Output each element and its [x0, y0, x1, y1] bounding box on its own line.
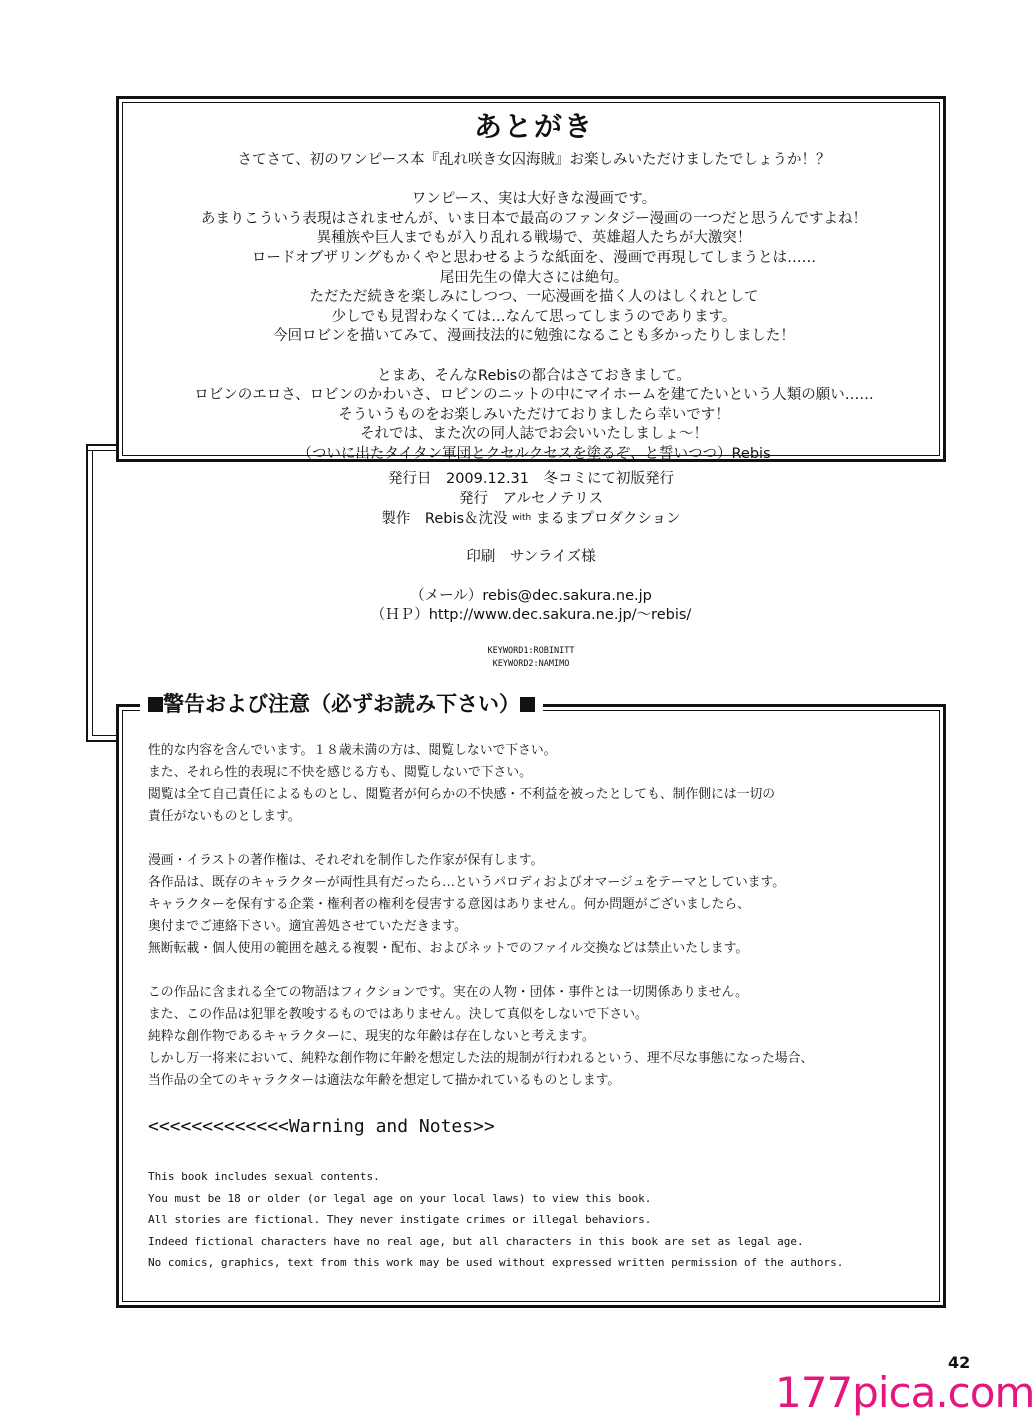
colophon [116, 470, 946, 626]
english-warning-line: All stories are fictional. They never instigate crimes or illegal behaviors. [148, 1213, 652, 1227]
frame-connector [92, 735, 118, 736]
production-credit [116, 509, 946, 529]
warning-line: 無断転載・個人使用の範囲を越える複製・配布、およびネットでのファイル交換などは禁止いたします。 [148, 941, 749, 956]
warning-line: 当作品の全てのキャラクターは適法な年齢を想定して描かれているものとします。 [148, 1073, 621, 1088]
afterword-text [119, 151, 949, 465]
afterword-box [116, 96, 946, 462]
keyword-2: KEYWORD2:NAMIMO [492, 659, 570, 669]
production-main: 製作 Rebis＆沈没 [381, 510, 508, 527]
warning-line: また、この作品は犯罪を教唆するものではありません。決して真似をしないで下さい。 [148, 1007, 648, 1022]
english-warning-line: This book includes sexual contents. [148, 1170, 380, 1183]
english-warning-line: No comics, graphics, text from this work may be used without expressed written permission of the authors. [148, 1256, 844, 1270]
frame-connector [86, 444, 88, 742]
warning-english-text [148, 1166, 928, 1274]
afterword-line: とまあ、そんなRebisの都合はさておきまして。 [377, 367, 691, 384]
afterword-line: 今回ロビンを描いてみて、漫画技法的に勉強になることも多かったりしました！ [273, 328, 795, 345]
site-watermark: 177pica.com [775, 1368, 1034, 1417]
afterword-line [119, 347, 949, 367]
afterword-line: ロードオブザリングもかくやと思わせるような紙面を、漫画で再現してしまうとは…… [251, 249, 817, 266]
afterword-line: それでは、また次の同人誌でお会いいたしましょ～！ [360, 426, 708, 443]
afterword-line: ロビンのエロさ、ロビンのかわいさ、ロビンのニットの中にマイホームを建てたいという人類の願い…… [194, 387, 874, 404]
contact-email: （メール）rebis@dec.sakura.ne.jp [410, 587, 652, 604]
black-square-icon [148, 697, 163, 712]
afterword-line: （ついに出たタイタン軍団とクセルクセスを塗るぞ、と誓いつつ）Rebis [297, 445, 771, 462]
frame-connector [86, 450, 118, 451]
afterword-title: あとがき [473, 110, 594, 143]
production-with: with [512, 513, 532, 523]
black-square-icon [520, 697, 535, 712]
warning-line: 責任がないものとします。 [148, 809, 301, 824]
warning-line: 性的な内容を含んでいます。１８歳未満の方は、閲覧しないで下さい。 [148, 743, 557, 758]
warning-line: 奥付までご連絡下さい。適宜善処させていただきます。 [148, 919, 467, 934]
warning-line: キャラクターを保有する企業・権利者の権利を侵害する意図はありません。何か問題がございましたら、 [148, 897, 750, 912]
issue-date: 発行日 2009.12.31 冬コミにて初版発行 [387, 471, 675, 487]
warning-line: しかし万一将来において、純粋な創作物に年齢を想定した法的規制が行われるという、理不尽な事態になった場合、 [148, 1051, 814, 1066]
warning-heading-text: 警告および注意（必ずお読み下さい） [163, 692, 520, 716]
afterword-line: ワンピース、実は大好きな漫画です。 [411, 191, 657, 208]
frame-connector [86, 740, 118, 742]
afterword-line: あまりこういう表現はされませんが、いま日本で最高のファンタジー漫画の一つだと思うんですよね！ [200, 210, 868, 227]
keywords [116, 645, 946, 671]
warning-line: また、それら性的表現に不快を感じる方も、閲覧しないで下さい。 [148, 765, 532, 780]
warning-line: 閲覧は全て自己責任によるものとし、閲覧者が何らかの不快感・不利益を被ったとしても、制作側には一切の [148, 787, 776, 802]
afterword-line: そういうものをお楽しみいただけておりましたら幸いです！ [338, 406, 730, 423]
frame-connector [92, 450, 93, 736]
publisher: 発行 アルセノテリス [459, 490, 603, 507]
contact-homepage: （ＨＰ）http://www.dec.sakura.ne.jp/～rebis/ [370, 607, 692, 624]
english-warning-heading: <<<<<<<<<<<<<Warning and Notes>> [148, 1116, 495, 1137]
printer: 印刷 サンライズ様 [466, 549, 596, 566]
production-partner: まるまプロダクション [535, 510, 681, 527]
page-number: 42 [948, 1353, 971, 1372]
warning-line: 各作品は、既存のキャラクターが両性具有だったら…というパロディおよびオマージュをテーマとしています。 [148, 875, 786, 890]
afterword-line [119, 171, 949, 191]
afterword-line: ただただ続きを楽しみにしつつ、一応漫画を描く人のはしくれとして [309, 289, 759, 306]
english-warning-line: Indeed fictional characters have no real age, but all characters in this book are set as legal age. [148, 1234, 804, 1248]
warning-line: この作品に含まれる全ての物語はフィクションです。実在の人物・団体・事件とは一切関係ありません。 [148, 985, 748, 1000]
afterword-line: さてさて、初のワンピース本『乱れ咲き女囚海賊』お楽しみいただけましたでしょうか！？ [237, 152, 831, 168]
afterword-line: 尾田先生の偉大さには絶句。 [439, 269, 629, 286]
warning-heading [140, 688, 543, 720]
english-warning-line: You must be 18 or older (or legal age on your local laws) to view this book. [148, 1191, 652, 1205]
afterword-line: 少しでも見習わなくては…なんて思ってしまうのであります。 [331, 308, 737, 325]
warning-line: 純粋な創作物であるキャラクターに、現実的な年齢は存在しないと考えます。 [148, 1029, 595, 1044]
frame-connector [86, 444, 118, 446]
keyword-1: KEYWORD1:ROBINITT [487, 646, 575, 656]
afterword-line: 異種族や巨人までもが入り乱れる戦場で、英雄超人たちが大激突！ [316, 230, 752, 247]
warning-line: 漫画・イラストの著作権は、それぞれを制作した作家が保有します。 [148, 853, 544, 868]
warning-japanese-text [148, 740, 928, 1092]
